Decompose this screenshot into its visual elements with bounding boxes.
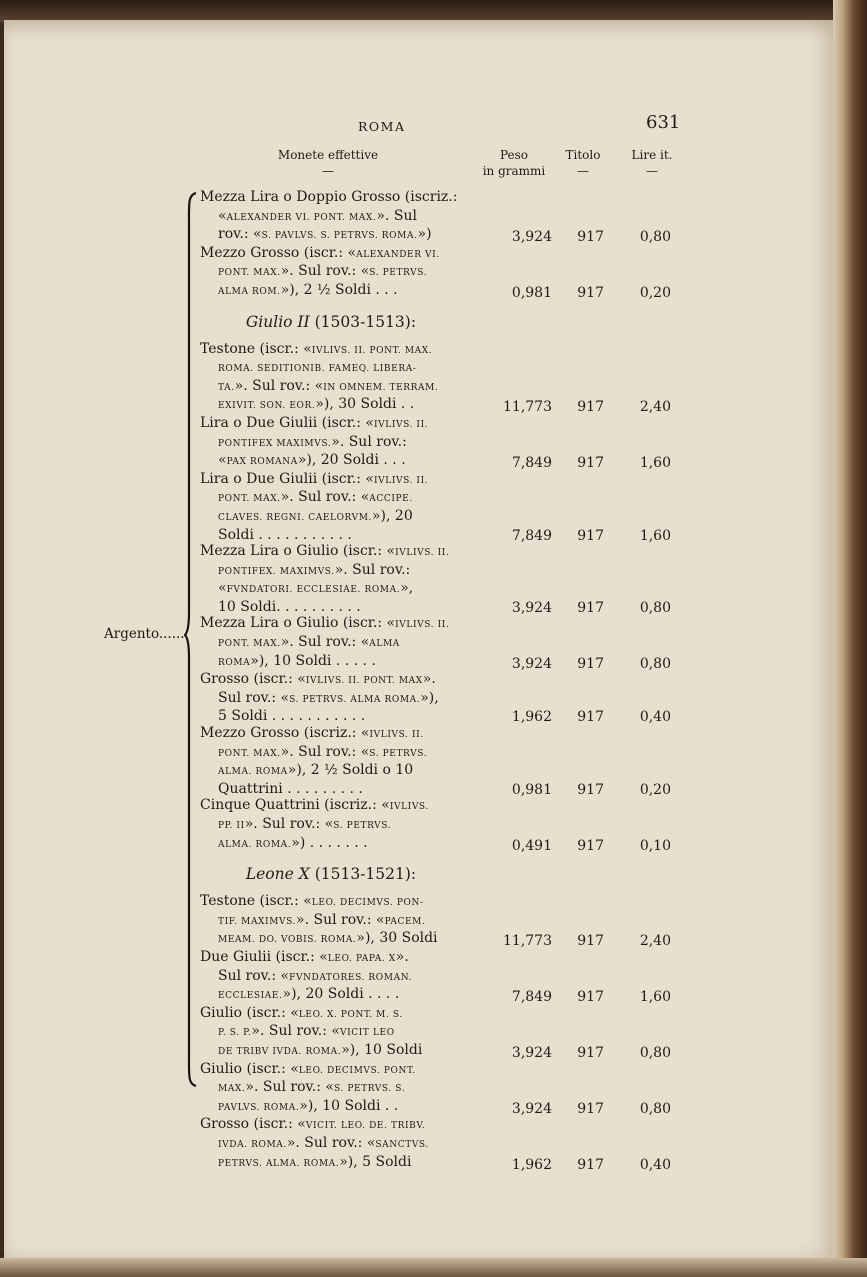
column-header-description-label: Monete effettive xyxy=(277,148,379,162)
description-text: Due Giulii (iscr.: « xyxy=(200,948,328,965)
weight-value: 0,981 xyxy=(511,284,552,301)
description-line xyxy=(200,415,462,434)
inscription-text: LEO. DECIMVS. PONT. xyxy=(298,1065,416,1076)
description-line xyxy=(200,452,462,471)
description-text: Mezza Lira o Doppio Grosso (iscriz.: xyxy=(200,189,458,205)
description-line xyxy=(200,1079,462,1098)
inscription-text: S. PETRVS. xyxy=(369,748,428,759)
fineness-value: 917 xyxy=(577,709,604,726)
description-line xyxy=(200,508,462,527)
section-years: (1513-1521): xyxy=(314,865,417,884)
fineness-value: 917 xyxy=(577,399,604,416)
inscription-text: LEO. X. PONT. M. S. xyxy=(298,1009,403,1020)
page-fore-edge xyxy=(833,0,867,1277)
description-text: ». Sul rov.: « xyxy=(280,489,370,506)
description-text: « xyxy=(218,207,227,224)
page-number: 631 xyxy=(646,112,681,133)
description-line xyxy=(200,471,462,490)
description-line xyxy=(200,634,462,653)
fineness-value: 917 xyxy=(577,781,604,798)
inscription-text: S. PETRVS. xyxy=(333,821,392,831)
inscription-text: MEAM. DO. VOBIS. ROMA. xyxy=(218,935,357,946)
weight-value: 3,924 xyxy=(511,655,552,672)
fineness-value: 917 xyxy=(577,1100,604,1117)
description-text: Grosso (iscr.: « xyxy=(200,671,306,688)
fineness-value: 917 xyxy=(577,1044,604,1061)
coin-entry xyxy=(200,189,680,245)
description-line xyxy=(200,744,462,763)
description-line xyxy=(200,396,462,415)
description-line xyxy=(200,816,462,835)
inscription-text: ECCLESIAE. xyxy=(218,991,283,1002)
fineness-value: 917 xyxy=(577,229,604,246)
description-text: rov.: « xyxy=(218,226,262,243)
inscription-text: PONT. MAX. xyxy=(218,268,281,279)
inscription-text: PAX ROMANA xyxy=(226,457,298,468)
description-text: »), 20 Soldi . . . xyxy=(297,452,406,469)
description-line xyxy=(200,1135,462,1154)
weight-value: 3,924 xyxy=(511,1044,552,1061)
curly-brace xyxy=(184,192,198,1087)
coin-entry xyxy=(200,471,680,543)
lire-value: 0,40 xyxy=(639,709,671,726)
description-line xyxy=(200,1042,462,1061)
inscription-text: SANCTVS. xyxy=(375,1139,429,1150)
weight-value: 7,849 xyxy=(511,527,552,544)
column-header-lire-label: Lire it. xyxy=(631,148,673,162)
coin-description xyxy=(200,245,462,301)
description-line xyxy=(200,245,462,264)
description-text: 10 Soldi. . . . . . . . . . xyxy=(218,598,361,615)
lire-value: 0,20 xyxy=(639,781,671,798)
description-line xyxy=(200,1061,462,1080)
coin-entry xyxy=(200,415,680,471)
description-line xyxy=(200,226,462,245)
inscription-text: EXIVIT. SON. EOR. xyxy=(218,401,316,412)
lire-value: 0,80 xyxy=(639,1044,671,1061)
coin-entry xyxy=(200,543,680,615)
inscription-text: PP. II xyxy=(218,821,245,831)
inscription-text: S. PAVLVS. S. PETRVS. ROMA. xyxy=(261,231,418,242)
inscription-text: TA. xyxy=(218,382,235,393)
description-line xyxy=(200,835,462,854)
coin-description xyxy=(200,671,462,725)
description-text: »), 2 ½ Soldi . . . xyxy=(280,281,398,298)
description-text: »), 5 Soldi xyxy=(339,1153,412,1170)
column-header-dash: — xyxy=(646,164,658,178)
inscription-text: S. PETRVS. xyxy=(369,268,428,279)
coin-description xyxy=(200,893,462,949)
description-text: « xyxy=(218,452,227,469)
description-text: ». Sul rov.: xyxy=(334,561,411,578)
description-line xyxy=(200,781,462,798)
description-line xyxy=(200,434,462,453)
description-text: »), 2 ½ Soldi o 10 xyxy=(287,762,414,779)
description-text: ». Sul rov.: « xyxy=(296,911,385,928)
description-line xyxy=(200,1154,462,1173)
description-text: ». xyxy=(395,948,409,965)
description-text: Testone (iscr.: « xyxy=(200,893,312,910)
description-text: 5 Soldi . . . . . . . . . . . xyxy=(218,708,366,725)
coin-entry xyxy=(200,245,680,301)
lire-value: 0,10 xyxy=(639,837,671,854)
inscription-text: IVLIVS. II. PONT. MAX xyxy=(305,676,423,687)
section-title xyxy=(200,865,462,883)
description-text: ». Sul rov.: « xyxy=(251,1023,340,1040)
description-text: »), xyxy=(420,689,439,706)
description-text: Sul rov.: « xyxy=(218,689,290,706)
description-line xyxy=(200,1023,462,1042)
description-line xyxy=(200,378,462,397)
description-text: Mezzo Grosso (iscr.: « xyxy=(200,244,357,261)
page-bottom-edge xyxy=(0,1258,867,1277)
coin-description xyxy=(200,615,462,671)
fineness-value: 917 xyxy=(577,599,604,616)
description-line xyxy=(200,562,462,581)
coin-entry xyxy=(200,1116,680,1172)
inscription-text: PAVLVS. ROMA. xyxy=(218,1102,300,1113)
coin-entry xyxy=(200,341,680,415)
fineness-value: 917 xyxy=(577,527,604,544)
inscription-text: IVLIVS. II. PONT. MAX. xyxy=(311,345,433,356)
description-text: ») . . . . . . . xyxy=(291,834,368,851)
inscription-text: ALEXANDER VI. PONT. MAX. xyxy=(226,212,377,223)
column-header-weight-label: Peso xyxy=(499,148,529,162)
lire-value: 1,60 xyxy=(639,527,671,544)
description-text: ». Sul rov.: « xyxy=(280,634,370,651)
weight-value: 7,849 xyxy=(511,989,552,1006)
lire-value: 0,80 xyxy=(639,599,671,616)
description-line xyxy=(200,930,462,949)
description-line xyxy=(200,263,462,282)
inscription-text: IVDA. ROMA. xyxy=(218,1139,287,1150)
lire-value: 1,60 xyxy=(639,989,671,1006)
weight-value: 1,962 xyxy=(511,1156,552,1173)
fineness-value: 917 xyxy=(577,1156,604,1173)
weight-value: 0,491 xyxy=(511,837,552,854)
inscription-text: P. S. P. xyxy=(218,1028,252,1039)
lire-value: 0,80 xyxy=(639,655,671,672)
inscription-text: ROMA xyxy=(218,657,251,668)
coin-description xyxy=(200,189,462,245)
inscription-text: PETRVS. ALMA. ROMA. xyxy=(218,1158,340,1169)
inscription-text: IVLIVS. II. xyxy=(395,620,450,631)
inscription-text: PONT. MAX. xyxy=(218,494,281,505)
inscription-text: ALMA xyxy=(369,639,400,650)
description-text: Testone (iscr.: « xyxy=(200,340,312,357)
description-line xyxy=(200,671,462,690)
description-line xyxy=(200,1116,462,1135)
column-header-dash: — xyxy=(577,164,589,178)
coin-entry xyxy=(200,797,680,853)
description-line xyxy=(200,527,462,544)
lire-value: 0,40 xyxy=(639,1156,671,1173)
description-line xyxy=(200,893,462,912)
inscription-text: ALMA. ROMA xyxy=(218,767,288,778)
inscription-text: ACCIPE. xyxy=(369,494,413,505)
weight-value: 3,924 xyxy=(511,229,552,246)
section-ruler-name: Giulio II xyxy=(245,312,310,331)
fineness-value: 917 xyxy=(577,455,604,472)
fineness-value: 917 xyxy=(577,837,604,854)
inscription-text: DE TRIBV IVDA. ROMA. xyxy=(218,1046,342,1057)
inscription-text: ROMA. SEDITIONIB. FAMEQ. LIBERA- xyxy=(218,364,417,375)
description-text: Quattrini . . . . . . . . . xyxy=(218,780,363,797)
coin-table xyxy=(200,189,680,1172)
description-line xyxy=(200,615,462,634)
description-text: Soldi . . . . . . . . . . . xyxy=(218,526,352,543)
description-text: Cinque Quattrini (iscriz.: « xyxy=(200,797,390,814)
weight-value: 11,773 xyxy=(503,399,552,416)
metal-label: Argento...... xyxy=(104,626,185,642)
column-header-fineness-label: Titolo xyxy=(565,148,601,162)
coin-description xyxy=(200,341,462,415)
description-text: « xyxy=(218,580,227,597)
description-text: ». Sul rov.: « xyxy=(234,377,324,394)
description-line xyxy=(200,762,462,781)
lire-value: 2,40 xyxy=(639,399,671,416)
coin-entry xyxy=(200,893,680,949)
inscription-text: TIF. MAXIMVS. xyxy=(218,916,297,927)
description-line xyxy=(200,986,462,1005)
lire-value: 0,20 xyxy=(639,284,671,301)
description-text: »), 30 Soldi xyxy=(356,930,438,947)
coin-entry xyxy=(200,1005,680,1061)
description-line xyxy=(200,912,462,931)
description-line xyxy=(200,543,462,562)
description-text: »), 20 Soldi . . . . xyxy=(282,986,400,1003)
inscription-text: PONTIFEX MAXIMVS. xyxy=(218,438,332,449)
description-line xyxy=(200,1005,462,1024)
section-title xyxy=(200,313,462,331)
description-text: Giulio (iscr.: « xyxy=(200,1004,299,1021)
coin-description xyxy=(200,949,462,1005)
description-text: ». Sul rov.: « xyxy=(286,1134,376,1151)
description-text: ». Sul rov.: « xyxy=(244,816,334,832)
book-spine-edge xyxy=(0,0,867,22)
inscription-text: IVLIVS. II. xyxy=(369,730,424,741)
coin-description xyxy=(200,725,462,797)
description-line xyxy=(200,797,462,816)
description-line xyxy=(200,489,462,508)
inscription-text: S. PETRVS. S. xyxy=(333,1084,406,1095)
inscription-text: FVNDATORI. ECCLESIAE. ROMA. xyxy=(226,585,401,596)
description-text: Mezza Lira o Giulio (iscr.: « xyxy=(200,615,396,632)
coin-description xyxy=(200,797,462,853)
description-line xyxy=(200,580,462,599)
inscription-text: LEO. DECIMVS. PON- xyxy=(311,898,424,909)
description-line xyxy=(200,949,462,968)
description-line xyxy=(200,599,462,616)
coin-description xyxy=(200,471,462,543)
column-header-fineness xyxy=(558,147,608,179)
section-ruler-name: Leone X xyxy=(245,865,310,884)
coin-description xyxy=(200,543,462,615)
inscription-text: ALMA ROM. xyxy=(218,286,281,297)
weight-value: 3,924 xyxy=(511,1100,552,1117)
coin-entry xyxy=(200,949,680,1005)
column-header-weight-unit: in grammi xyxy=(482,164,546,178)
inscription-text: LEO. PAPA. X xyxy=(327,953,396,964)
fineness-value: 917 xyxy=(577,284,604,301)
description-line xyxy=(200,208,462,227)
description-line xyxy=(200,968,462,987)
description-text: »), 10 Soldi . . . . . xyxy=(250,652,376,669)
inscription-text: VICIT LEO xyxy=(339,1028,395,1039)
description-line xyxy=(200,341,462,360)
description-text: »), 30 Soldi . . xyxy=(315,396,415,413)
weight-value: 7,849 xyxy=(511,455,552,472)
coin-entry xyxy=(200,671,680,725)
inscription-text: PONT. MAX. xyxy=(218,639,281,650)
weight-value: 3,924 xyxy=(511,599,552,616)
description-line xyxy=(200,690,462,709)
running-title: ROMA xyxy=(358,119,406,134)
description-text: Sul rov.: « xyxy=(218,967,290,984)
description-text: Lira o Due Giulii (iscr.: « xyxy=(200,414,374,431)
description-text: Mezza Lira o Giulio (iscr.: « xyxy=(200,543,396,560)
description-line xyxy=(200,282,462,301)
description-text: ») xyxy=(417,226,432,243)
description-line xyxy=(200,708,462,725)
inscription-text: IN OMNEM. TERRAM. xyxy=(323,382,439,393)
description-text: »), 10 Soldi . . xyxy=(299,1097,399,1114)
inscription-text: VICIT. LEO. DE. TRIBV. xyxy=(305,1121,426,1132)
lire-value: 0,80 xyxy=(639,1100,671,1117)
description-line xyxy=(200,1098,462,1117)
description-text: ». Sul rov.: xyxy=(331,433,407,450)
coin-entry xyxy=(200,725,680,797)
weight-value: 0,981 xyxy=(511,781,552,798)
description-text: ». xyxy=(422,671,436,688)
description-text: Mezzo Grosso (iscriz.: « xyxy=(200,725,370,742)
inscription-text: PACEM. xyxy=(384,916,426,927)
weight-value: 11,773 xyxy=(503,933,552,950)
inscription-text: MAX. xyxy=(218,1084,246,1095)
inscription-text: ALEXANDER VI. xyxy=(356,249,440,260)
inscription-text: PONTIFEX. MAXIMVS. xyxy=(218,566,335,577)
fineness-value: 917 xyxy=(577,933,604,950)
inscription-text: FVNDATORES. ROMAN. xyxy=(289,972,413,983)
coin-entry xyxy=(200,1061,680,1117)
description-text: », xyxy=(400,580,414,597)
inscription-text: IVLIVS. II. xyxy=(373,475,429,486)
description-text: Lira o Due Giulii (iscr.: « xyxy=(200,470,374,487)
weight-value: 1,962 xyxy=(511,709,552,726)
description-text: ». Sul rov.: « xyxy=(280,263,370,280)
description-line xyxy=(200,725,462,744)
coin-description xyxy=(200,1005,462,1061)
description-text: ». Sul rov.: « xyxy=(280,743,370,760)
description-line xyxy=(200,653,462,672)
inscription-text: PONT. MAX. xyxy=(218,748,281,759)
column-header-weight xyxy=(476,147,552,179)
column-header-dash: — xyxy=(322,164,334,178)
description-line xyxy=(200,359,462,378)
column-header-lire xyxy=(622,147,682,179)
fineness-value: 917 xyxy=(577,989,604,1006)
inscription-text: CLAVES. REGNI. CAELORVM. xyxy=(218,512,372,523)
coin-description xyxy=(200,1116,462,1172)
description-text: »), 20 xyxy=(371,507,413,524)
coin-description xyxy=(200,1061,462,1117)
fineness-value: 917 xyxy=(577,655,604,672)
inscription-text: IVLIVS. xyxy=(389,802,429,813)
coin-entry xyxy=(200,615,680,671)
lire-value: 1,60 xyxy=(639,455,671,472)
inscription-text: IVLIVS. II. xyxy=(373,419,429,430)
lire-value: 2,40 xyxy=(639,933,671,950)
lire-value: 0,80 xyxy=(639,229,671,246)
coin-description xyxy=(200,415,462,471)
description-text: ». Sul xyxy=(376,207,417,224)
description-text: »), 10 Soldi xyxy=(341,1041,423,1058)
description-line xyxy=(200,189,462,208)
description-text: Giulio (iscr.: « xyxy=(200,1060,299,1077)
description-text: Grosso (iscr.: « xyxy=(200,1116,306,1133)
inscription-text: S. PETRVS. ALMA ROMA. xyxy=(289,694,421,705)
inscription-text: ALMA. ROMA. xyxy=(218,839,292,850)
description-text: ». Sul rov.: « xyxy=(245,1079,334,1096)
inscription-text: IVLIVS. II. xyxy=(395,548,450,559)
column-header-description xyxy=(268,147,388,179)
section-years: (1503-1513): xyxy=(314,312,417,331)
